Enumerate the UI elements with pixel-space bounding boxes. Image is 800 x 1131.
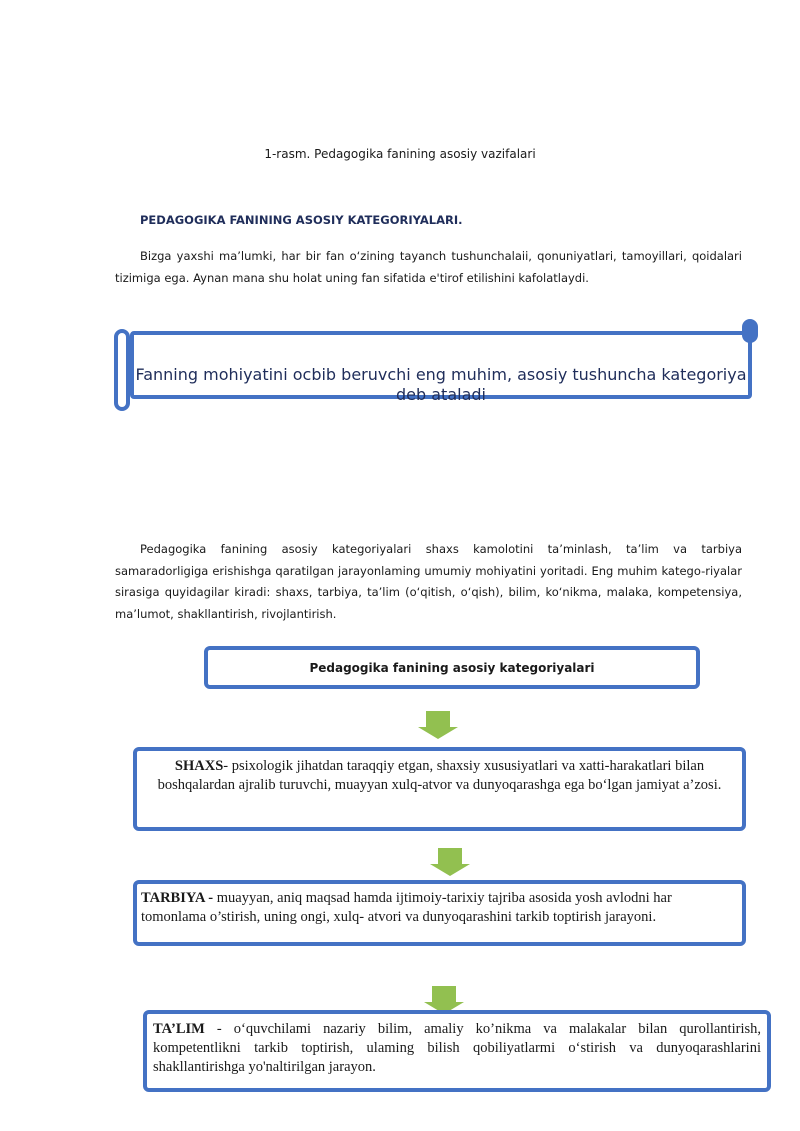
categories-paragraph-text: Pedagogika fanining asosiy kategoriyalari shaxs kamolotini ta’minlash, ta’lim va tarbiya samaradorligiga erishishga qaratilgan jarayonlaming umumiy mohiyatini yoritadi. Eng muhim katego-riyalar sirasiga quyidagilar kiradi: shaxs, tarbiya, ta’lim (o‘qitish, o‘qish), bilim, ko‘nikma, malaka, kompetensiya, ma’lumot, shakllantirish, rivojlantirish. — [115, 542, 742, 621]
talim-definition-box — [143, 1010, 771, 1092]
intro-paragraph — [115, 246, 742, 289]
categories-paragraph — [115, 539, 742, 625]
tarbiya-text: muayyan, aniq maqsad hamda ijtimoiy-tarixiy tajriba asosida yosh avlodni har tomonlama o’stirish, uning ongi, xulq- atvori va dunyoqarashini tarkib toptirish jarayoni. — [141, 890, 672, 925]
shaxs-definition-box — [133, 747, 746, 831]
banner-text: Fanning mohiyatini ocbib beruvchi eng muhim, asosiy tushuncha kategoriya deb ataladi — [135, 365, 747, 404]
talim-text: - o‘quvchilami nazariy bilim, amaliy ko’nikma va malakalar bilan qurollantirish, kompetentlikni tarkib toptirish, ulaming bilish qobiliyatlarmi o‘stirish va dunyoqarashlarini shakllantirishga yo'naltirilgan jarayon. — [153, 1021, 761, 1075]
talim-term: TA’LIM — [153, 1021, 205, 1037]
diagram-title-box: Pedagogika fanining asosiy kategoriyalari — [204, 646, 700, 689]
banner-scroll-curl-left — [114, 329, 130, 411]
definition-banner — [112, 317, 760, 413]
tarbiya-definition-box — [133, 880, 746, 946]
banner-scroll-curl-right — [742, 319, 758, 343]
shaxs-text: - psixologik jihatdan taraqqiy etgan, shaxsiy xususiyatlari va xatti-harakatlari bilan boshqalardan ajralib turuvchi, muayyan xulq-atvor va dunyoqarashga ega bo‘lgan jamiyat a’zosi. — [157, 758, 722, 793]
figure-caption: 1-rasm. Pedagogika fanining asosiy vazifalari — [264, 147, 536, 161]
intro-paragraph-text: Bizga yaxshi ma’lumki, har bir fan o‘zining tayanch tushunchalaii, qonuniyatlari, tamoyillari, qoidalari tizimiga ega. Aynan mana shu holat uning fan sifatida e'tirof etilishini kafolatlaydi. — [115, 249, 742, 285]
down-arrow-icon — [430, 848, 470, 878]
down-arrow-icon — [418, 711, 458, 741]
tarbiya-term: TARBIYA - — [141, 890, 214, 906]
shaxs-term: SHAXS — [174, 758, 224, 774]
section-heading: PEDAGOGIKA FANINING ASOSIY KATEGORIYALARI. — [140, 213, 463, 227]
